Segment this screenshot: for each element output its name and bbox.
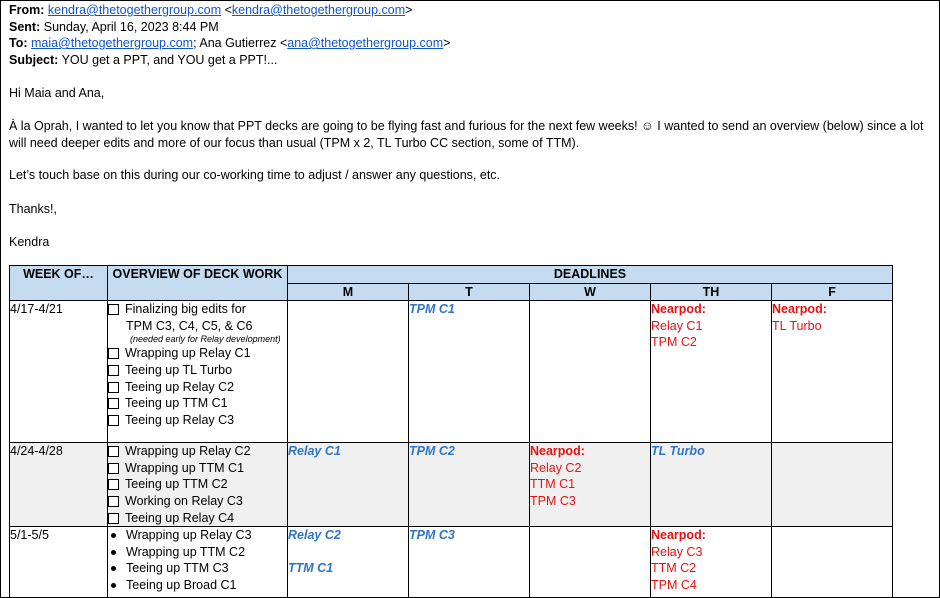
day-cell-t bbox=[409, 301, 530, 443]
sent-label: Sent: bbox=[9, 19, 41, 34]
signature: Kendra bbox=[9, 235, 50, 249]
subject-label: Subject: bbox=[9, 52, 59, 67]
list-item bbox=[108, 544, 287, 561]
week-cell: 4/17-4/21 bbox=[10, 301, 108, 443]
list-item-text: Teeing up Relay C4 bbox=[125, 510, 235, 525]
from-address-bracket-link[interactable]: kendra@thetogethergroup.com bbox=[231, 3, 406, 17]
deadline-item: Relay C3 bbox=[651, 544, 703, 559]
greeting: Hi Maia and Ana, bbox=[9, 86, 105, 100]
deadline-item: TPM C2 bbox=[409, 444, 455, 459]
deadline-item: Relay C2 bbox=[530, 460, 582, 475]
bullet-icon bbox=[111, 566, 116, 571]
list-item-text: Teeing up Relay C2 bbox=[125, 379, 235, 394]
deadline-item: TL Turbo bbox=[772, 318, 822, 333]
checkbox[interactable] bbox=[108, 479, 119, 490]
header-day-w: W bbox=[530, 283, 651, 301]
deadline-item: TPM C3 bbox=[530, 493, 576, 508]
to-address-link-1[interactable]: maia@thetogethergroup.com bbox=[31, 36, 194, 51]
checkbox[interactable] bbox=[108, 415, 119, 426]
bullet-icon bbox=[111, 533, 116, 538]
list-item bbox=[108, 345, 287, 362]
checkbox[interactable] bbox=[108, 446, 119, 457]
day-cell-m bbox=[288, 443, 409, 527]
list-item bbox=[108, 443, 287, 460]
body-paragraph-2: Let’s touch base on this during our co-working time to adjust / answer any questions, etc. bbox=[9, 168, 501, 182]
deadline-item: TTM C1 bbox=[288, 560, 334, 575]
to-line: To: maia@thetogethergroup.com; Ana Gutierrez <ana@thetogethergroup.com> bbox=[9, 36, 451, 51]
deadline-item: Relay C1 bbox=[651, 318, 703, 333]
to-name-2: Ana Gutierrez bbox=[199, 36, 277, 51]
deadline-item: TPM C2 bbox=[651, 335, 697, 350]
bullet-icon bbox=[111, 550, 116, 555]
day-cell-f bbox=[772, 443, 893, 527]
list-item bbox=[108, 301, 287, 318]
list-item-text: Wrapping up TTM C1 bbox=[125, 460, 245, 475]
deadline-item: TPM C3 bbox=[409, 528, 455, 543]
thanks-line: Thanks!, bbox=[9, 202, 57, 216]
nearpod-label: Nearpod: bbox=[530, 444, 585, 459]
body-paragraph-1-line-1: À la Oprah, I wanted to let you know that PPT decks are going to be flying fast and furious for the next few weeks! ☺ I wanted to send an overview (below) since a lot bbox=[9, 119, 924, 133]
to-address-link-2[interactable]: ana@thetogethergroup.com bbox=[287, 36, 444, 51]
list-item-text: Finalizing big edits for bbox=[125, 302, 246, 317]
day-cell-th bbox=[651, 527, 772, 598]
day-cell-th bbox=[651, 443, 772, 527]
header-week: WEEK OF… bbox=[10, 266, 108, 301]
day-cell-f bbox=[772, 301, 893, 443]
table-header-row bbox=[10, 266, 893, 284]
deadline-item: TTM C1 bbox=[530, 477, 576, 492]
checkbox[interactable] bbox=[108, 496, 119, 507]
nearpod-label: Nearpod: bbox=[651, 528, 706, 543]
bullet-icon bbox=[111, 583, 116, 588]
list-item bbox=[108, 476, 287, 493]
list-item-text: Wrapping up Relay C2 bbox=[125, 444, 251, 459]
table-row bbox=[10, 443, 893, 527]
checkbox[interactable] bbox=[108, 304, 119, 315]
work-cell bbox=[108, 527, 288, 598]
checkbox[interactable] bbox=[108, 365, 119, 376]
list-item bbox=[108, 379, 287, 396]
from-label: From: bbox=[9, 3, 45, 17]
nearpod-label: Nearpod: bbox=[772, 302, 827, 317]
day-cell-t bbox=[409, 527, 530, 598]
sent-value: Sunday, April 16, 2023 8:44 PM bbox=[43, 19, 219, 34]
table-row bbox=[10, 301, 893, 443]
to-label: To: bbox=[9, 36, 28, 51]
day-cell-t bbox=[409, 443, 530, 527]
from-address-link[interactable]: kendra@thetogethergroup.com bbox=[47, 3, 222, 17]
week-cell: 5/1-5/5 bbox=[10, 527, 108, 598]
list-item-text-cont: TPM C3, C4, C5, & C6 bbox=[126, 318, 253, 333]
list-item bbox=[108, 560, 287, 577]
list-item-text: Teeing up TTM C1 bbox=[125, 396, 228, 411]
email-header bbox=[9, 2, 450, 68]
checkbox[interactable] bbox=[108, 348, 119, 359]
list-item-text: Teeing up TTM C3 bbox=[126, 561, 229, 576]
nearpod-label: Nearpod: bbox=[651, 302, 706, 317]
deadline-item: Relay C2 bbox=[288, 528, 341, 543]
day-cell-w bbox=[530, 443, 651, 527]
deadline-item: TPM C1 bbox=[409, 302, 455, 317]
list-item-text: Teeing up Broad C1 bbox=[126, 577, 237, 592]
sent-line bbox=[9, 19, 450, 36]
list-item-text: Working on Relay C3 bbox=[125, 493, 243, 508]
deadline-item: TL Turbo bbox=[651, 444, 705, 459]
deadline-item: Relay C1 bbox=[288, 444, 341, 459]
subject-value: YOU get a PPT, and YOU get a PPT!... bbox=[61, 52, 278, 67]
body-paragraph-1-line-2: will need deeper edits and more of our focus than usual (TPM x 2, TL Turbo CC section, some of TTM). bbox=[9, 135, 580, 150]
work-note: (needed early for Relay development) bbox=[130, 334, 281, 345]
header-day-th: TH bbox=[651, 283, 772, 301]
header-day-f: F bbox=[772, 283, 893, 301]
list-item-text: Teeing up Relay C3 bbox=[125, 412, 235, 427]
checkbox[interactable] bbox=[108, 382, 119, 393]
day-cell-m bbox=[288, 527, 409, 598]
day-cell-w bbox=[530, 301, 651, 443]
list-item bbox=[108, 527, 287, 544]
list-item-text: Wrapping up Relay C3 bbox=[126, 528, 252, 543]
header-day-m: M bbox=[288, 283, 409, 301]
header-overview: OVERVIEW OF DECK WORK bbox=[108, 266, 288, 301]
header-deadlines: DEADLINES bbox=[288, 266, 893, 284]
day-cell-f bbox=[772, 527, 893, 598]
list-item bbox=[108, 362, 287, 379]
table-row bbox=[10, 527, 893, 598]
list-item bbox=[108, 493, 287, 510]
header-day-t: T bbox=[409, 283, 530, 301]
work-cell bbox=[108, 301, 288, 443]
list-item bbox=[108, 395, 287, 412]
list-item-text: Wrapping up TTM C2 bbox=[126, 544, 246, 559]
deadline-item: TPM C4 bbox=[651, 577, 697, 592]
list-item-text: Teeing up TL Turbo bbox=[125, 362, 233, 377]
checkbox[interactable] bbox=[108, 513, 119, 524]
from-line: From: kendra@thetogethergroup.com <kendra@thetogethergroup.com> bbox=[9, 3, 413, 17]
list-item bbox=[108, 412, 287, 429]
day-cell-w bbox=[530, 527, 651, 598]
work-cell bbox=[108, 443, 288, 527]
subject-line bbox=[9, 52, 450, 69]
schedule-table bbox=[9, 265, 893, 598]
day-cell-m bbox=[288, 301, 409, 443]
list-item bbox=[108, 510, 287, 527]
list-item bbox=[108, 460, 287, 477]
deadline-item: TTM C2 bbox=[651, 561, 697, 576]
checkbox[interactable] bbox=[108, 463, 119, 474]
list-item-text: Teeing up TTM C2 bbox=[125, 477, 228, 492]
week-cell: 4/24-4/28 bbox=[10, 443, 108, 527]
checkbox[interactable] bbox=[108, 398, 119, 409]
list-item bbox=[108, 577, 287, 594]
list-item-text: Wrapping up Relay C1 bbox=[125, 346, 251, 361]
day-cell-th bbox=[651, 301, 772, 443]
body-paragraph-1 bbox=[9, 118, 923, 151]
